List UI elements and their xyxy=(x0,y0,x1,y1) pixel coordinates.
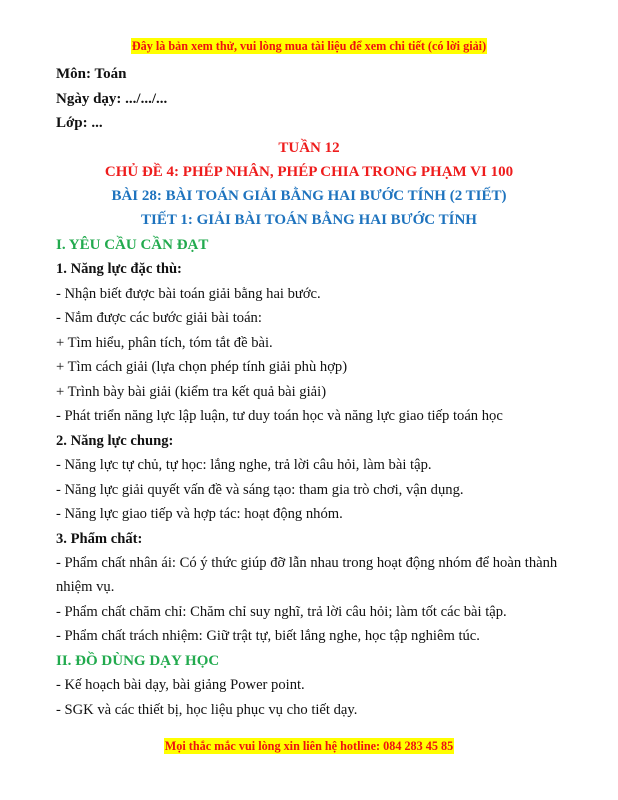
list-item: - SGK và các thiết bị, học liệu phục vụ cho tiết dạy. xyxy=(56,702,358,718)
subheading-specific-competence: 1. Năng lực đặc thù: xyxy=(56,261,182,277)
subheading-qualities: 3. Phẩm chất: xyxy=(56,531,143,547)
list-item: + Tìm cách giải (lựa chọn phép tính giải phù hợp) xyxy=(56,359,348,375)
topic-title: CHỦ ĐỀ 4: PHÉP NHÂN, PHÉP CHIA TRONG PHẠM VI 100 xyxy=(104,164,514,180)
list-item: - Nhận biết được bài toán giải bằng hai bước. xyxy=(56,286,321,302)
hotline-banner xyxy=(0,737,618,755)
list-item: + Tìm hiểu, phân tích, tóm tắt đề bài. xyxy=(56,335,273,351)
lesson-title: BÀI 28: BÀI TOÁN GIẢI BẰNG HAI BƯỚC TÍNH (2 TIẾT) xyxy=(111,188,507,204)
period-title: TIẾT 1: GIẢI BÀI TOÁN BẰNG HAI BƯỚC TÍNH xyxy=(141,212,477,228)
subject-label: Môn: Toán xyxy=(56,66,127,82)
hotline-banner-text: Mọi thắc mắc vui lòng xin liên hệ hotline: 084 283 45 85 xyxy=(164,739,454,753)
list-item: - Phẩm chất nhân ái: Có ý thức giúp đỡ lẫn nhau trong hoạt động nhóm để hoàn thành xyxy=(56,555,558,571)
list-item: - Năng lực giao tiếp và hợp tác: hoạt động nhóm. xyxy=(56,506,343,522)
list-item: - Năng lực giải quyết vấn đề và sáng tạo: tham gia trò chơi, vận dụng. xyxy=(56,482,464,498)
list-item: - Phẩm chất chăm chỉ: Chăm chỉ suy nghĩ, trả lời câu hỏi; làm tốt các bài tập. xyxy=(56,604,507,620)
preview-banner xyxy=(0,37,618,55)
list-item: - Năng lực tự chủ, tự học: lắng nghe, trả lời câu hỏi, làm bài tập. xyxy=(56,457,432,473)
date-label: Ngày dạy: .../.../... xyxy=(56,91,168,107)
list-item: - Phẩm chất trách nhiệm: Giữ trật tự, biết lắng nghe, học tập nghiêm túc. xyxy=(56,628,480,644)
week-title: TUẦN 12 xyxy=(278,140,340,156)
section-heading-requirements: I. YÊU CẦU CẦN ĐẠT xyxy=(56,237,209,253)
subheading-general-competence: 2. Năng lực chung: xyxy=(56,433,174,449)
list-item: - Kế hoạch bài dạy, bài giảng Power point. xyxy=(56,677,305,693)
list-item: + Trình bày bài giải (kiểm tra kết quả bài giải) xyxy=(56,384,327,400)
section-heading-materials: II. ĐỒ DÙNG DẠY HỌC xyxy=(56,653,220,669)
list-item: nhiệm vụ. xyxy=(56,579,115,595)
preview-banner-text: Đây là bản xem thử, vui lòng mua tài liệu để xem chi tiết (có lời giải) xyxy=(131,39,487,53)
list-item: - Nắm được các bước giải bài toán: xyxy=(56,310,262,326)
class-label: Lớp: ... xyxy=(56,115,103,131)
list-item: - Phát triển năng lực lập luận, tư duy toán học và năng lực giao tiếp toán học xyxy=(56,408,503,424)
